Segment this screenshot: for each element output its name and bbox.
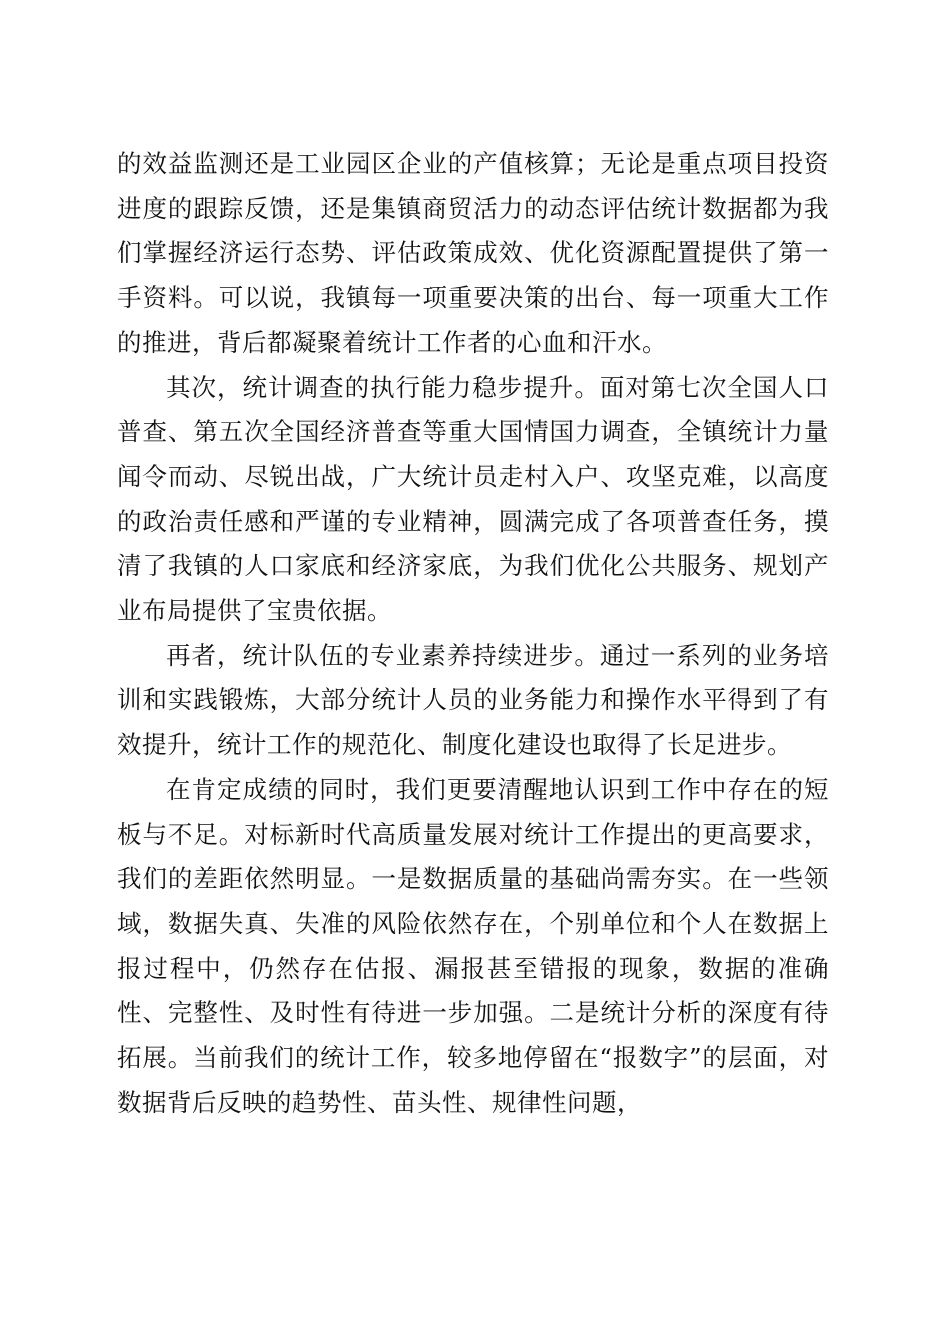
document-page bbox=[117, 142, 829, 1125]
paragraph-continuation: 的效益监测还是工业园区企业的产值核算；无论是重点项目投资进度的跟踪反馈，还是集镇商贸活力的动态评估统计数据都为我们掌握经济运行态势、评估政策成效、优化资源配置提供了第一手资料。可以说，我镇每一项重要决策的出台、每一项重大工作的推进，背后都凝聚着统计工作者的心血和汗水。 bbox=[117, 149, 829, 357]
paragraph-survey-capacity: 其次，统计调查的执行能力稳步提升。面对第七次全国人口普查、第五次全国经济普查等重大国情国力调查，全镇统计力量闻令而动、尽锐出战，广大统计员走村入户、攻坚克难，以高度的政治责任感和严谨的专业精神，圆满完成了各项普查任务，摸清了我镇的人口家底和经济家底，为我们优化公共服务、规划产业布局提供了宝贵依据。 bbox=[117, 372, 829, 626]
paragraph-shortcomings: 在肯定成绩的同时，我们更要清醒地认识到工作中存在的短板与不足。对标新时代高质量发展对统计工作提出的更高要求，我们的差距依然明显。一是数据质量的基础尚需夯实。在一些领域，数据失真、失准的风险依然存在，个别单位和个人在数据上报过程中，仍然存在估报、漏报甚至错报的现象，数据的准确性、完整性、及时性有待进一步加强。二是统计分析的深度有待拓展。当前我们的统计工作，较多地停留在“报数字”的层面，对数据背后反映的趋势性、苗头性、规律性问题， bbox=[117, 774, 829, 1117]
paragraph-team-quality: 再者，统计队伍的专业素养持续进步。通过一系列的业务培训和实践锻炼，大部分统计人员的业务能力和操作水平得到了有效提升，统计工作的规范化、制度化建设也取得了长足进步。 bbox=[117, 640, 829, 760]
